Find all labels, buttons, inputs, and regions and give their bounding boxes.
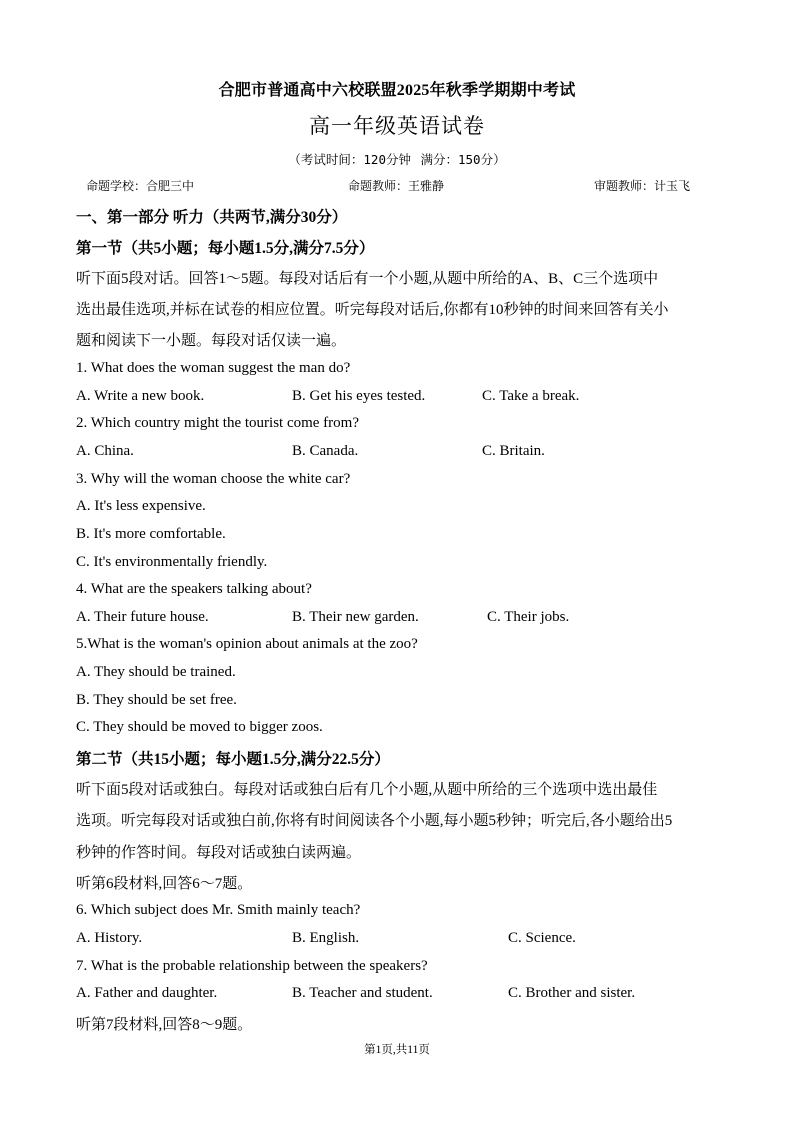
question-stem: 5.What is the woman's opinion about animals at the zoo?: [76, 636, 418, 652]
option-a: A. China.: [76, 443, 134, 459]
question-stem: 6. Which subject does Mr. Smith mainly teach?: [76, 902, 361, 918]
part1-heading: 一、第一部分 听力（共两节,满分30分）: [76, 209, 348, 226]
section1-instruction-line: 选出最佳选项,并标在试卷的相应位置。听完每段对话后,你都有10秒钟的时间来回答有关小: [76, 302, 669, 318]
option-c: C. Their jobs.: [487, 609, 570, 625]
section2-instruction-line: 秒钟的作答时间。每段对话或独白读两遍。: [76, 845, 362, 861]
exam-info: （考试时间：120分钟 满分：150分）: [288, 152, 506, 167]
section1-instruction-line: 听下面5段对话。回答1～5题。每段对话后有一个小题,从题中所给的A、B、C三个选项中: [76, 271, 659, 287]
question-stem: 4. What are the speakers talking about?: [76, 581, 312, 597]
exam-title: 高一年级英语试卷: [309, 114, 485, 138]
section2-instruction-line: 选项。听完每段对话或独白前,你将有时间阅读各个小题,每小题5秒钟；听完后,各小题给出5: [76, 813, 673, 829]
option-a: A. Write a new book.: [76, 388, 205, 404]
option-b: B. Teacher and student.: [292, 985, 433, 1001]
school-label: 命题学校：合肥三中: [86, 179, 195, 193]
page-number: 第1页,共11页: [364, 1044, 430, 1056]
option-b: B. English.: [292, 930, 360, 946]
option-c: C. Science.: [508, 930, 576, 946]
question-stem: 7. What is the probable relationship between the speakers?: [76, 958, 428, 974]
question-stem: 1. What does the woman suggest the man do?: [76, 360, 351, 376]
material-7-label: 听第7段材料,回答8～9题。: [76, 1017, 253, 1033]
reviewer-label: 审题教师：计玉飞: [594, 179, 691, 193]
option-c: C. Britain.: [482, 443, 545, 459]
school-title: 合肥市普通高中六校联盟2025年秋季学期期中考试: [218, 82, 576, 99]
option-b: B. Get his eyes tested.: [292, 388, 426, 404]
option-b: B. It's more comfortable.: [76, 526, 226, 542]
option-c: C. Take a break.: [482, 388, 580, 404]
option-a: A. They should be trained.: [76, 664, 236, 680]
option-a: A. Father and daughter.: [76, 985, 218, 1001]
question-stem: 2. Which country might the tourist come from?: [76, 415, 359, 431]
option-a: A. History.: [76, 930, 143, 946]
option-c: C. Brother and sister.: [508, 985, 636, 1001]
section1-heading: 第一节（共5小题；每小题1.5分,满分7.5分）: [76, 240, 375, 257]
question-stem: 3. Why will the woman choose the white car?: [76, 471, 351, 487]
section1-instruction-line: 题和阅读下一小题。每段对话仅读一遍。: [76, 333, 347, 349]
option-b: B. They should be set free.: [76, 692, 237, 708]
setter-label: 命题教师：王雅静: [348, 179, 445, 193]
option-c: C. They should be moved to bigger zoos.: [76, 719, 323, 735]
section2-heading: 第二节（共15小题；每小题1.5分,满分22.5分）: [76, 751, 390, 768]
material-6-label: 听第6段材料,回答6～7题。: [76, 876, 253, 892]
option-b: B. Canada.: [292, 443, 359, 459]
section2-instruction-line: 听下面5段对话或独白。每段对话或独白后有几个小题,从题中所给的三个选项中选出最佳: [76, 782, 658, 798]
option-a: A. It's less expensive.: [76, 498, 206, 514]
option-b: B. Their new garden.: [292, 609, 419, 625]
option-c: C. It's environmentally friendly.: [76, 554, 268, 570]
option-a: A. Their future house.: [76, 609, 209, 625]
